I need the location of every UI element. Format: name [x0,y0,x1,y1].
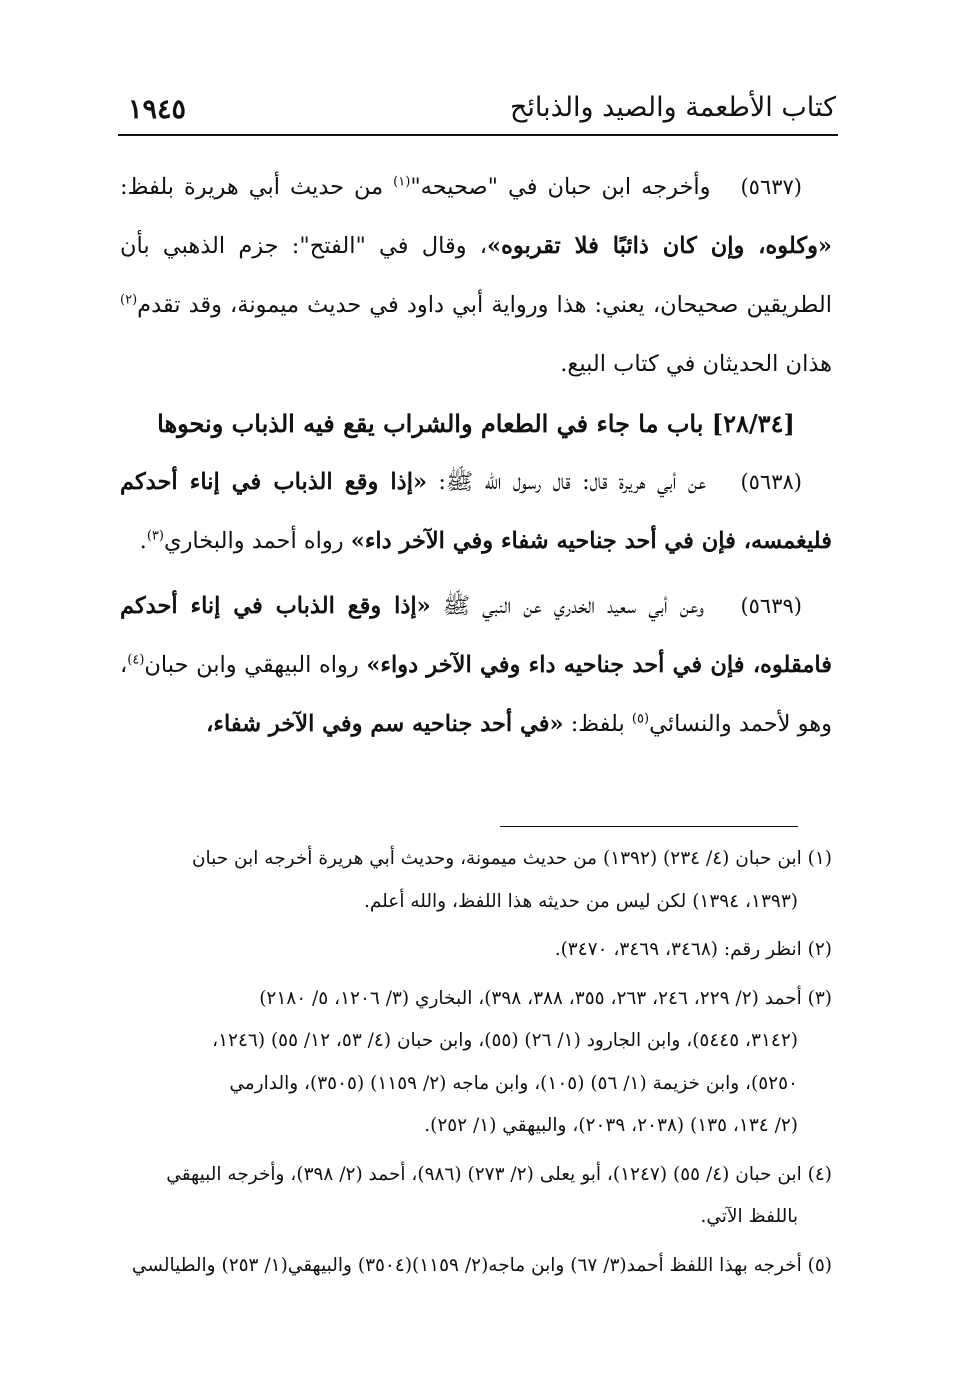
paragraph-text: هذان الحديثان في كتاب البيع. [560,351,832,377]
hadith-quote: «إذا وقع الذباب في إناء أحدكم فامقلوه، فإن في أحد جناحيه داء وفي الآخر دواء» [120,593,832,678]
footnote-line: ٥٢٥٠)، وابن خزيمة (١/ ٥٦) (١٠٥)، وابن ماجه (٢/ ١١٥٩) (٣٥٠٥)، والدارمي [229,1072,798,1094]
footnote-line: (٣١٤٢، ٥٤٤٥)، وابن الجارود (١/ ٢٦) (٥٥)، وابن حبان (٤/ ٥٣، ١٢/ ٥٥) (١٢٤٦، [212,1030,798,1051]
footnote-ref-4: (٤) [127,652,145,668]
paragraph-text: ، وقال في "الفتح": جزم الذهبي بأن الطريقين صحيحان، يعني: هذا ورواية أبي داود في حديث ميمونة، وقد تقدم [120,233,832,318]
footnote-separator [500,826,798,827]
paragraph-text: وعن أبي سعيد الخدري عن النبي ﷺ [430,593,704,619]
footnote-line: (٤) ابن حبان (٤/ ٥٥) (١٢٤٧)، أبو يعلى (٢/ ٢٧٣) (٩٨٦)، أحمد (٢/ ٣٩٨)، وأخرجه البيهقي [166,1163,832,1185]
paragraph-text: . [139,528,147,554]
footnote-ref-2: (٢) [120,292,138,308]
hadith-number: (٥٦٣٩) [740,594,802,618]
footnote-line: (٢/ ١٣٤، ١٣٥) (٢٠٣٨، ٢٠٣٩)، والبيهقي (١/ ٢٥٢). [424,1115,798,1136]
paragraph-text: عن أبي هريرة قال: قال رسول الله ﷺ: [427,469,707,495]
section-heading: [٢٨/٣٤] باب ما جاء في الطعام والشراب يقع فيه الذباب ونحوها [157,409,795,438]
hadith-number: (٥٦٣٧) [740,175,802,199]
hadith-quote: «وكلوه، وإن كان ذائبًا فلا تقربوه» [487,233,832,259]
footnote-4 [120,1154,832,1239]
paragraph-text: رواه أحمد والبخاري [163,528,351,554]
footnote-ref-5: (٥) [631,711,650,727]
footnote-line: (٥) أخرجه بهذا اللفظ أحمد(٣/ ٦٧) وابن ماجه(٢/ ١١٥٩)(٣٥٠٤) والبيهقي(١/ ٢٥٣) والطيالسي [131,1254,832,1276]
paragraph-5638 [120,453,832,571]
hadith-number: (٥٦٣٨) [740,470,802,494]
footnote-line: (١) ابن حبان (٤/ ٢٣٤) (١٣٩٢) من حديث ميمونة، وحديث أبي هريرة أخرجه ابن حبان [191,848,832,869]
paragraph-text: رواه البيهقي وابن حبان [144,652,367,678]
footnote-line: (٣) أحمد (٢/ ٢٢٩، ٢٤٦، ٢٦٣، ٣٥٥، ٣٨٨، ٣٩٨)، البخاري (٣/ ١٢٠٦، ٥/ ٢١٨٠) [259,987,832,1009]
footnote-line: (٢) انظر رقم: (٣٤٦٨، ٣٤٦٩، ٣٤٧٠). [554,939,832,960]
header-rule [118,134,838,136]
footnotes [120,838,832,1293]
paragraph-text: بلفظ: [563,711,632,737]
main-text [120,158,832,754]
chapter-title: كتاب الأطعمة والصيد والذبائح [509,92,836,123]
footnote-line: (١٣٩٣، ١٣٩٤) لكن ليس من حديثه هذا اللفظ، والله أعلم. [363,890,798,912]
footnote-3 [120,978,832,1148]
paragraph-5639 [120,577,832,754]
footnote-2 [120,929,832,972]
page-number: ١٩٤٥ [128,94,187,125]
paragraph-text: وأخرجه ابن حبان في "صحيحه" [410,174,711,200]
footnote-ref-3: (٣) [146,528,164,544]
paragraph-text: من حديث أبي هريرة بلفظ: [120,174,394,200]
page-header [120,92,836,134]
hadith-quote: «في أحد جناحيه سم وفي الآخر شفاء، [206,711,564,737]
footnote-line: باللفظ الآتي. [700,1206,798,1227]
footnote-1 [120,838,832,923]
paragraph-text: ، وهو لأحمد والنسائي [120,652,832,737]
hadith-quote: «إذا وقع الذباب في إناء أحدكم فليغمسه، فإن في أحد جناحيه شفاء وفي الآخر داء» [120,469,832,554]
paragraph-5637 [120,158,832,394]
footnote-5 [120,1245,832,1288]
footnote-ref-1: (١) [393,174,411,190]
